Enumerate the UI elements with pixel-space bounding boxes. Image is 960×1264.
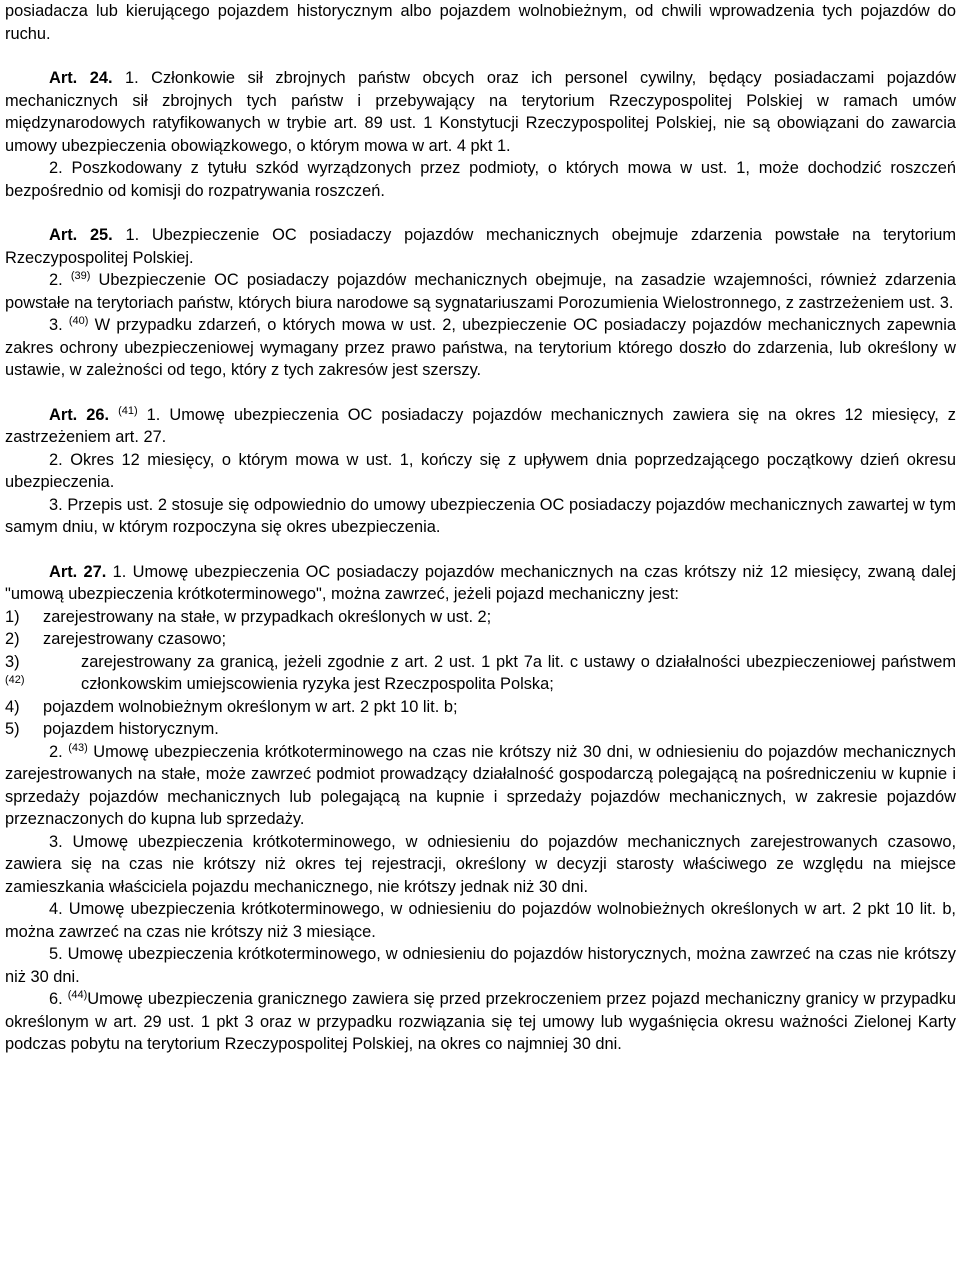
list-item [5, 651, 956, 696]
art-24-para-1 [5, 67, 956, 157]
art-27-para-5: 5. Umowę ubezpieczenia krótkoterminowego, w odniesieniu do pojazdów historycznych, można zawrzeć na czas nie krótszy niż 30 dni. [5, 945, 956, 986]
art-26-para-1 [5, 404, 956, 449]
art-27-text-2: Umowę ubezpieczenia krótkoterminowego na czas nie krótszy niż 30 dni, w odniesieniu do pojazdów mechanicznych zarejestrowanych na stałe, może zawrzeć podmiot prowadzący działalność gospodarczą polegającą na pośredniczeniu w kupnie i sprzedaży pojazdów mechanicznych lub polegającą na kupnie i sprzedaży pojazdów mechanicznych, w zakresie pojazdów przeznaczonych do kupna lub sprzedaży. [5, 742, 956, 828]
list-number: 2) [5, 630, 20, 648]
list-text: pojazdem historycznym. [43, 720, 219, 738]
spacer [5, 382, 956, 404]
list-text: zarejestrowany czasowo; [43, 630, 227, 648]
art-26-para-3: 3. Przepis ust. 2 stosuje się odpowiednio do umowy ubezpieczenia OC posiadaczy pojazdów mechanicznych zawartej w tym samym dniu, w którym rozpoczyna się okres ubezpieczenia. [5, 495, 956, 536]
art-25-text-3: W przypadku zdarzeń, o których mowa w ust. 2, ubezpieczenie OC posiadaczy pojazdów mechanicznych zapewnia zakres ochrony ubezpieczeniowej wymagany przez prawo państwa, na terytorium którego doszło do zdarzenia, lub określony w ustawie, w zależności od tego, który z tych zakresów jest szerszy. [5, 316, 957, 379]
para-number: 6. [49, 990, 63, 1008]
list-number: 1) [5, 607, 20, 626]
list-text: zarejestrowany za granicą, jeżeli zgodnie z art. 2 ust. 1 pkt 7a lit. c ustawy o działalności ubezpieczeniowej państwem członkowskim umiejscowienia ryzyka jest Rzeczpospolita Polska; [81, 652, 956, 693]
list-text: zarejestrowany na stałe, w przypadkach określonych w ust. 2; [43, 607, 492, 626]
para-number: 2. [49, 742, 63, 761]
footnote-ref: (43) [68, 741, 88, 754]
footnote-ref: (42) [5, 674, 25, 686]
spacer [5, 202, 956, 224]
art-25-para-1 [5, 224, 956, 269]
art-25-text-2: Ubezpieczenie OC posiadaczy pojazdów mechanicznych obejmuje, na zasadzie wzajemności, również zdarzenia powstałe na terytoriach państw, których biura narodowe są sygnatariuszami Porozumienia Wielostronnego, z zastrzeżeniem ust. 3. [5, 271, 957, 312]
art-27-text-6: Umowę ubezpieczenia granicznego zawiera się przed przekroczeniem przez pojazd mechaniczny granicy w przypadku określonym w art. 29 ust. 1 pkt 3 oraz w przypadku rozwiązania się tej umowy lub wygaśnięcia okresu ważności Zielonej Karty podczas pobytu na terytorium Rzeczypospolitej Polskiej, na okres co najmniej 30 dni. [5, 990, 957, 1053]
art-24-heading: Art. 24. [49, 69, 113, 87]
footnote-ref: (40) [68, 315, 89, 327]
footnote-ref: (41) [118, 404, 138, 417]
art-26-para-2: 2. Okres 12 miesięcy, o którym mowa w ust. 1, kończy się z upływem dnia poprzedzającego początkowy dzień okresu ubezpieczenia. [5, 450, 956, 491]
para-number: 3. [49, 316, 63, 334]
para-number: 2. [49, 271, 63, 289]
art-24-text-1: 1. Członkowie sił zbrojnych państw obcych oraz ich personel cywilny, będący posiadaczami pojazdów mechanicznych sił zbrojnych tych państw i przebywający na terytorium Rzeczypospolitej Polskiej w ramach umów międzynarodowych ratyfikowanych w trybie art. 89 ust. 1 Konstytucji Rzeczypospolitej Polskiej, nie są obowiązani do zawarcia umowy ubezpieczenia obowiązkowego, o którym mowa w art. 4 pkt 1. [5, 69, 956, 155]
list-item [5, 606, 956, 629]
list-text: pojazdem wolnobieżnym określonym w art. 2 pkt 10 lit. b; [43, 697, 458, 716]
art-27-heading: Art. 27. [49, 562, 107, 581]
list-number [5, 651, 43, 696]
list-number: 5) [5, 720, 20, 738]
spacer [5, 539, 956, 561]
art-25-para-3 [5, 314, 956, 382]
art-27-para-2 [5, 741, 956, 831]
art-24-para-2: 2. Poszkodowany z tytułu szkód wyrządzonych przez podmioty, o których mowa w ust. 1, może dochodzić roszczeń bezpośrednio od komisji do rozpatrywania roszczeń. [5, 159, 956, 200]
art-25-text-1: 1. Ubezpieczenie OC posiadaczy pojazdów mechanicznych obejmuje zdarzenia powstałe na terytorium Rzeczypospolitej Polskiej. [5, 226, 956, 267]
list-item [5, 696, 956, 719]
art-26-heading: Art. 26. [49, 405, 110, 424]
art-27-para-3: 3. Umowę ubezpieczenia krótkoterminowego, w odniesieniu do pojazdów mechanicznych zarejestrowanych czasowo, zawiera się na czas nie krótszy niż okres tej rejestracji, określony w decyzji starosty właściwego ze względu na miejsce zamieszkania właściciela pojazdu mechanicznego, nie krótszy jednak niż 30 dni. [5, 832, 956, 896]
art-27-para-1 [5, 561, 956, 606]
list-number: 4) [5, 697, 20, 716]
paragraph-continuation: posiadacza lub kierującego pojazdem historycznym albo pojazdem wolnobieżnym, od chwili wprowadzenia tych pojazdów do ruchu. [5, 2, 956, 43]
footnote-ref: (44) [67, 989, 88, 1001]
spacer [5, 45, 956, 67]
art-26-text-1: 1. Umowę ubezpieczenia OC posiadaczy pojazdów mechanicznych zawiera się na okres 12 miesięcy, z zastrzeżeniem art. 27. [5, 405, 957, 446]
footnote-ref: (39) [70, 270, 91, 282]
art-27-para-4: 4. Umowę ubezpieczenia krótkoterminowego, w odniesieniu do pojazdów wolnobieżnych określonych w art. 2 pkt 10 lit. b, można zawrzeć na czas nie krótszy niż 3 miesiące. [5, 900, 956, 941]
art-27-para-6 [5, 988, 956, 1056]
list-item [5, 628, 956, 651]
art-25-para-2 [5, 269, 956, 314]
art-25-heading: Art. 25. [49, 226, 113, 244]
art-27-text-1: 1. Umowę ubezpieczenia OC posiadaczy pojazdów mechanicznych na czas krótszy niż 12 miesięcy, zwaną dalej "umową ubezpieczenia krótkoterminowego", można zawrzeć, jeżeli pojazd mechaniczny jest: [5, 562, 956, 603]
list-number-value: 3) [5, 652, 20, 671]
list-item [5, 718, 956, 741]
